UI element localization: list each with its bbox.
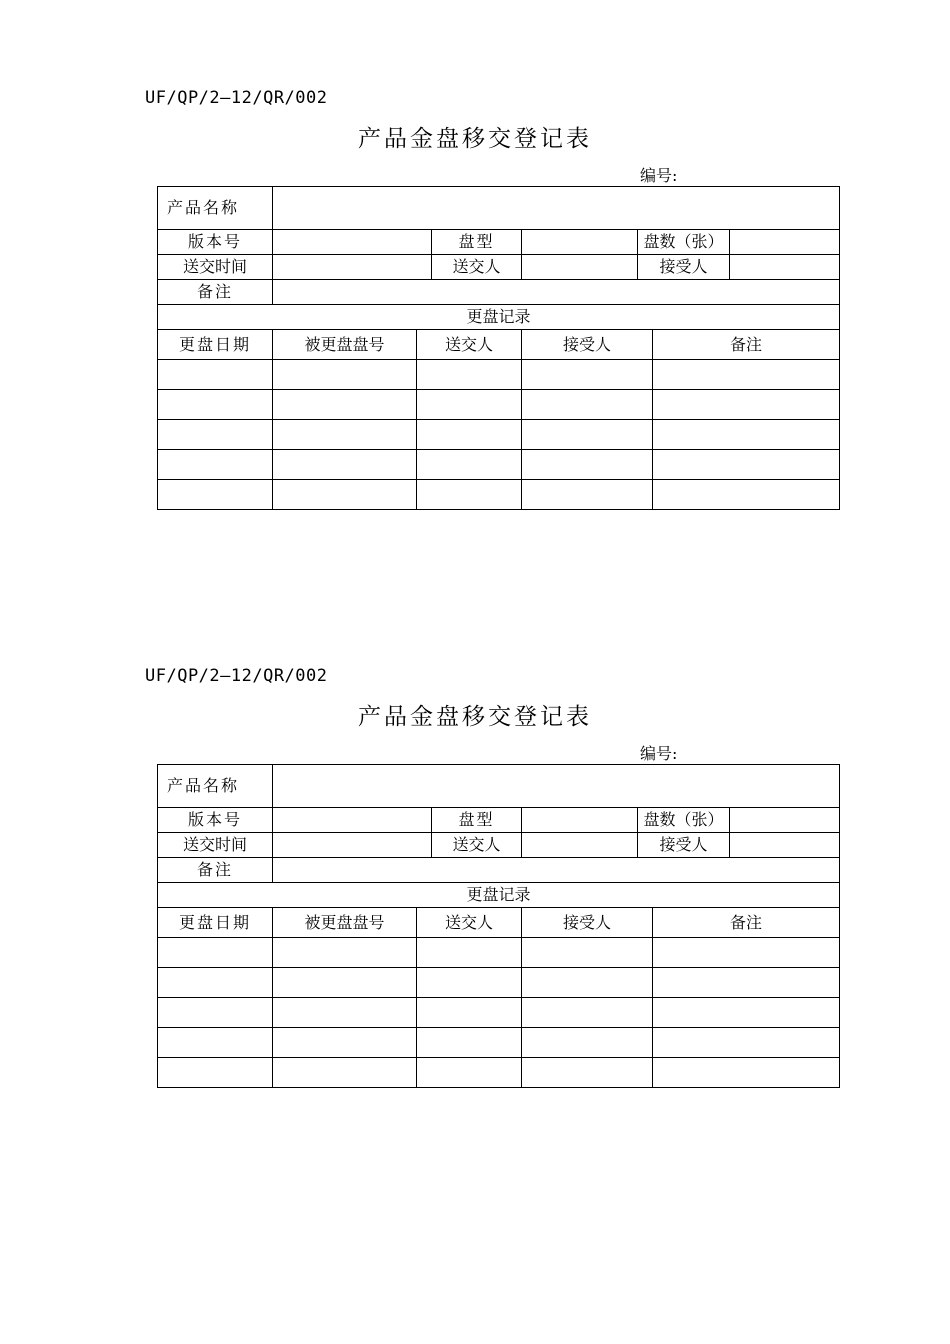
table-cell[interactable] <box>417 420 522 450</box>
table-cell[interactable] <box>273 450 417 480</box>
table-row <box>158 1058 840 1088</box>
column-header-remarks: 备注 <box>653 330 840 360</box>
receiver-label: 接受人 <box>638 833 730 858</box>
table-cell[interactable] <box>158 420 273 450</box>
table-cell[interactable] <box>158 938 273 968</box>
receiver-field[interactable] <box>730 255 840 280</box>
column-header-change-date: 更盘日期 <box>158 330 273 360</box>
transfer-table <box>157 764 840 1088</box>
table-cell[interactable] <box>273 1058 417 1088</box>
table-cell[interactable] <box>417 360 522 390</box>
table-cell[interactable] <box>158 968 273 998</box>
form-title: 产品金盘移交登记表 <box>358 704 592 730</box>
serial-number-label: 编号: <box>640 166 678 185</box>
table-cell[interactable] <box>653 360 840 390</box>
remarks-label: 备注 <box>158 280 273 305</box>
table-cell[interactable] <box>273 360 417 390</box>
change-record-section-label: 更盘记录 <box>158 305 840 330</box>
table-cell[interactable] <box>522 938 653 968</box>
table-cell[interactable] <box>653 938 840 968</box>
disc-type-field[interactable] <box>522 230 638 255</box>
version-label: 版本号 <box>158 808 273 833</box>
table-cell[interactable] <box>273 420 417 450</box>
table-cell[interactable] <box>273 998 417 1028</box>
receiver-field[interactable] <box>730 833 840 858</box>
column-header-remarks: 备注 <box>653 908 840 938</box>
table-cell[interactable] <box>417 1058 522 1088</box>
table-cell[interactable] <box>158 360 273 390</box>
table-row <box>158 998 840 1028</box>
version-field[interactable] <box>273 230 432 255</box>
change-record-section-label: 更盘记录 <box>158 883 840 908</box>
table-cell[interactable] <box>653 420 840 450</box>
version-field[interactable] <box>273 808 432 833</box>
remarks-label: 备注 <box>158 858 273 883</box>
product-name-field[interactable] <box>273 187 840 230</box>
column-header-sender: 送交人 <box>417 908 522 938</box>
disc-count-field[interactable] <box>730 808 840 833</box>
column-header-receiver: 接受人 <box>522 908 653 938</box>
disc-count-label: 盘数（张） <box>638 230 730 255</box>
disc-count-label: 盘数（张） <box>638 808 730 833</box>
send-time-label: 送交时间 <box>158 255 273 280</box>
table-cell[interactable] <box>653 1058 840 1088</box>
table-cell[interactable] <box>158 1058 273 1088</box>
table-cell[interactable] <box>273 968 417 998</box>
table-cell[interactable] <box>522 1058 653 1088</box>
table-row <box>158 360 840 390</box>
table-cell[interactable] <box>158 450 273 480</box>
sender-field[interactable] <box>522 833 638 858</box>
table-cell[interactable] <box>522 420 653 450</box>
table-cell[interactable] <box>158 390 273 420</box>
table-cell[interactable] <box>653 450 840 480</box>
disc-count-field[interactable] <box>730 230 840 255</box>
form-title: 产品金盘移交登记表 <box>358 126 592 152</box>
product-name-field[interactable] <box>273 765 840 808</box>
table-row <box>158 420 840 450</box>
table-cell[interactable] <box>417 1028 522 1058</box>
disc-type-label: 盘型 <box>432 808 522 833</box>
table-row <box>158 390 840 420</box>
table-cell[interactable] <box>653 968 840 998</box>
table-cell[interactable] <box>653 998 840 1028</box>
table-cell[interactable] <box>417 390 522 420</box>
table-cell[interactable] <box>522 390 653 420</box>
table-cell[interactable] <box>158 1028 273 1058</box>
table-cell[interactable] <box>417 998 522 1028</box>
column-header-changed-disc-no: 被更盘盘号 <box>273 330 417 360</box>
remarks-field[interactable] <box>273 858 840 883</box>
receiver-label: 接受人 <box>638 255 730 280</box>
table-cell[interactable] <box>653 480 840 510</box>
table-cell[interactable] <box>522 998 653 1028</box>
table-cell[interactable] <box>273 938 417 968</box>
version-label: 版本号 <box>158 230 273 255</box>
sender-field[interactable] <box>522 255 638 280</box>
table-cell[interactable] <box>522 968 653 998</box>
disc-type-field[interactable] <box>522 808 638 833</box>
sender-label: 送交人 <box>432 255 522 280</box>
column-header-change-date: 更盘日期 <box>158 908 273 938</box>
table-cell[interactable] <box>417 480 522 510</box>
serial-number-label: 编号: <box>640 744 678 763</box>
document-code: UF/QP/2—12/QR/002 <box>145 88 328 108</box>
document-code: UF/QP/2—12/QR/002 <box>145 666 328 686</box>
table-cell[interactable] <box>522 1028 653 1058</box>
table-cell[interactable] <box>273 390 417 420</box>
table-row <box>158 938 840 968</box>
send-time-label: 送交时间 <box>158 833 273 858</box>
remarks-field[interactable] <box>273 280 840 305</box>
table-cell[interactable] <box>522 450 653 480</box>
sender-label: 送交人 <box>432 833 522 858</box>
table-row <box>158 480 840 510</box>
table-cell[interactable] <box>417 968 522 998</box>
send-time-field[interactable] <box>273 255 432 280</box>
table-cell[interactable] <box>273 480 417 510</box>
table-row <box>158 450 840 480</box>
table-cell[interactable] <box>158 998 273 1028</box>
transfer-table <box>157 186 840 510</box>
table-cell[interactable] <box>273 1028 417 1058</box>
product-name-label: 产品名称 <box>158 187 273 230</box>
table-cell[interactable] <box>417 450 522 480</box>
table-cell[interactable] <box>522 480 653 510</box>
table-row <box>158 1028 840 1058</box>
table-cell[interactable] <box>158 480 273 510</box>
send-time-field[interactable] <box>273 833 432 858</box>
table-cell[interactable] <box>653 1028 840 1058</box>
product-name-label: 产品名称 <box>158 765 273 808</box>
table-cell[interactable] <box>653 390 840 420</box>
table-cell[interactable] <box>522 360 653 390</box>
column-header-changed-disc-no: 被更盘盘号 <box>273 908 417 938</box>
column-header-sender: 送交人 <box>417 330 522 360</box>
disc-type-label: 盘型 <box>432 230 522 255</box>
table-cell[interactable] <box>417 938 522 968</box>
column-header-receiver: 接受人 <box>522 330 653 360</box>
table-row <box>158 968 840 998</box>
